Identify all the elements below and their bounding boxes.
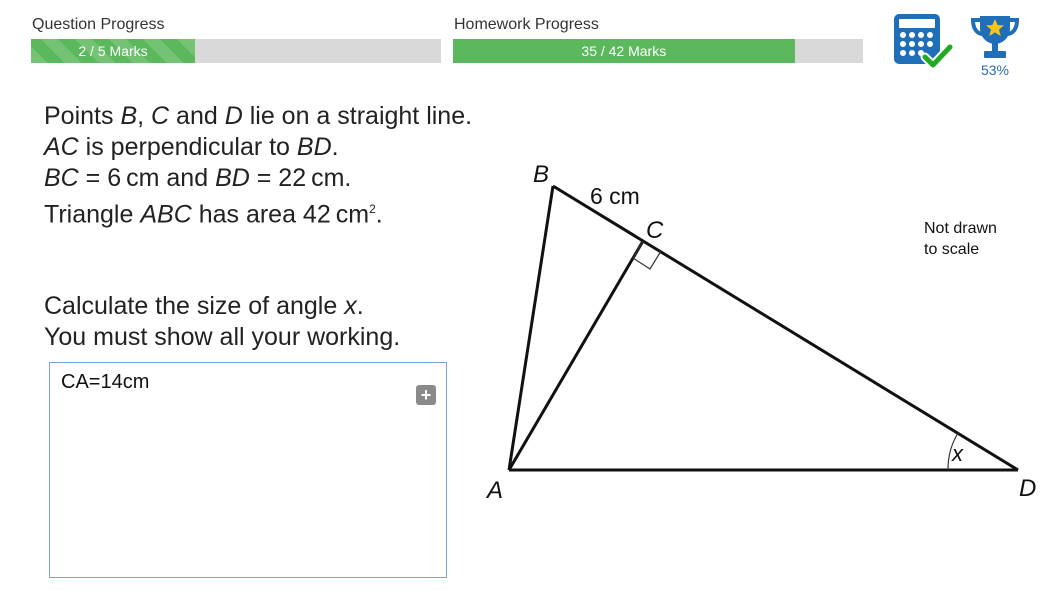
homework-progress-text: 35 / 42 Marks <box>581 43 667 59</box>
not-drawn-note-line2: to scale <box>924 241 980 258</box>
question-line: Triangle ABC has area 42 $cm^2$. <box>44 200 383 229</box>
right-angle-marker <box>633 241 661 269</box>
question-text <box>44 101 472 230</box>
homework-progress-bar <box>453 39 863 63</box>
point-a-label: A <box>487 477 504 504</box>
answer-value: CA=14cm <box>61 371 150 393</box>
trophy-percent: 53% <box>980 62 1010 78</box>
calculator-allowed-icon[interactable] <box>893 13 955 71</box>
question-line: AC is perpendicular to BD. <box>44 133 339 161</box>
point-d-label: D <box>1019 475 1037 502</box>
question-instructions <box>44 291 400 353</box>
question-line: Points B, C and D lie on a straight line. <box>44 102 473 130</box>
trophy-icon <box>970 12 1020 60</box>
question-progress-bar <box>31 39 441 63</box>
question-progress-text: 2 / 5 Marks <box>78 43 148 59</box>
question-line: You must show all your working. <box>44 323 401 351</box>
answer-input[interactable] <box>49 362 447 578</box>
not-drawn-note-line1: Not drawn <box>924 220 997 237</box>
side-ab <box>509 186 553 470</box>
question-line: Calculate the size of angle x. <box>44 292 364 320</box>
question-line: BC = 6 cm and BD = 22 cm. <box>44 164 352 192</box>
side-bc-label: 6 cm <box>590 183 640 209</box>
triangle-diagram <box>470 150 1058 510</box>
angle-x-label: x <box>952 441 963 466</box>
point-b-label: B <box>533 161 550 188</box>
point-c-label: C <box>646 217 664 244</box>
question-progress-label: Question Progress <box>32 16 165 33</box>
side-ac <box>509 241 643 470</box>
calculator-icon <box>893 13 955 71</box>
homework-progress-label: Homework Progress <box>454 16 599 33</box>
plus-icon[interactable]: + <box>416 385 436 405</box>
